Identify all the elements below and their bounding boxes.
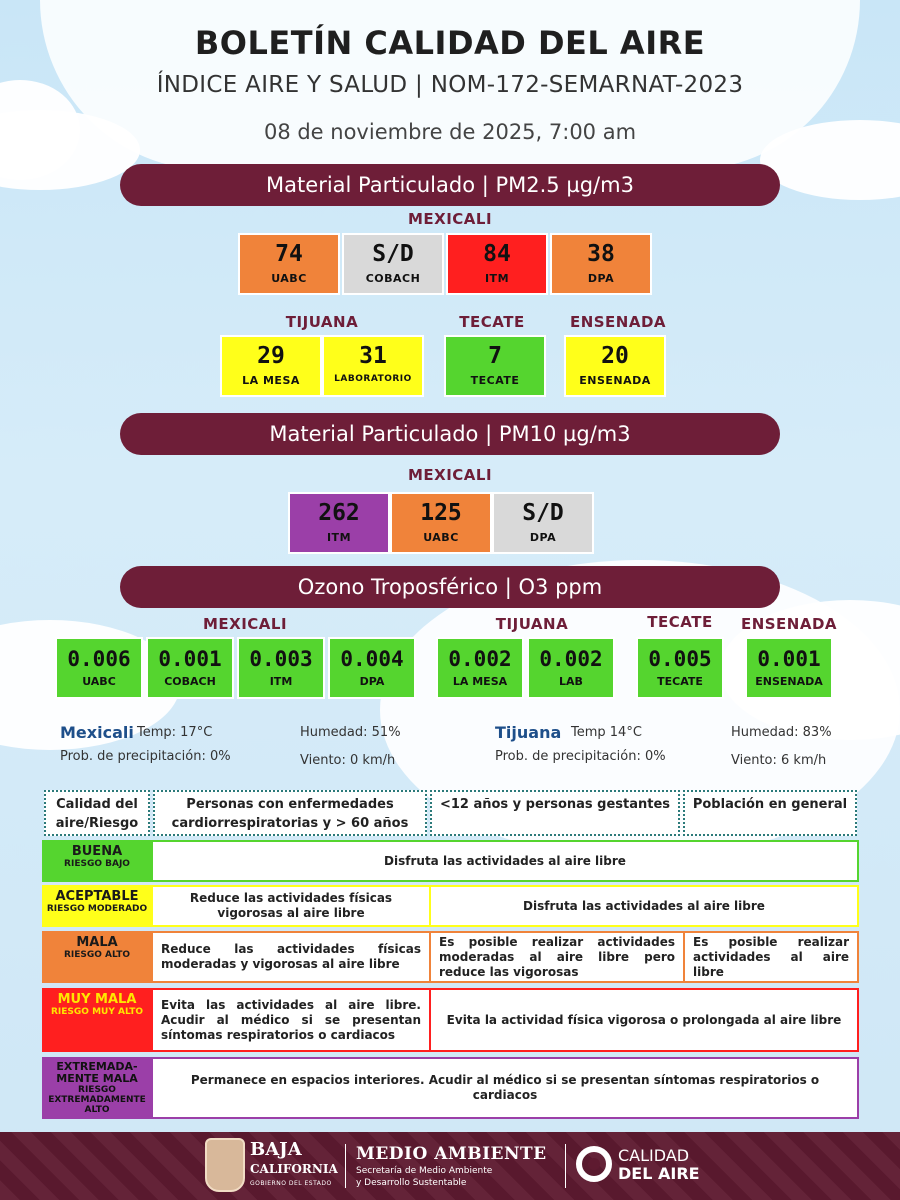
pm25-ensenada-label: ENSENADA bbox=[569, 313, 667, 331]
station-value: 0.003 bbox=[249, 647, 313, 671]
station-value: S/D bbox=[522, 500, 564, 526]
risk-recommendation: Evita las actividades al aire libre. Acudir al médico si se presentan síntomas respiratorios o cardiacos bbox=[153, 990, 429, 1050]
station-tile bbox=[146, 637, 234, 699]
station-label: COBACH bbox=[365, 272, 421, 285]
o3-tecate-label: TECATE bbox=[647, 613, 713, 631]
risk-recommendation: Es posible realizar actividades moderadas al aire libre pero reduce las vigorosas bbox=[431, 933, 683, 981]
risk-level-name: MALA bbox=[76, 935, 118, 950]
risk-level-description: RIESGO EXTREMADAMENTE ALTO bbox=[48, 1085, 146, 1115]
station-label: LAB bbox=[559, 675, 583, 688]
risk-level-description: RIESGO MODERADO bbox=[46, 904, 148, 914]
station-tile bbox=[238, 233, 340, 295]
risk-level-name: EXTREMADA-MENTE MALA bbox=[56, 1060, 138, 1085]
o3-mexicali-label: MEXICALI bbox=[202, 615, 288, 633]
station-tile bbox=[237, 637, 325, 699]
risk-recommendation: Es posible realizar actividades al aire libre bbox=[685, 933, 857, 981]
station-tile bbox=[288, 492, 390, 554]
footer-program-line2: DEL AIRE bbox=[618, 1164, 700, 1183]
station-value: 20 bbox=[601, 343, 629, 369]
state-seal-icon bbox=[205, 1138, 245, 1192]
station-label: LABORATORIO bbox=[334, 374, 412, 384]
risk-recommendation: Evita la actividad física vigorosa o prolongada al aire libre bbox=[431, 990, 857, 1050]
station-label: DPA bbox=[359, 675, 385, 688]
risk-level-name: BUENA bbox=[71, 844, 123, 859]
risk-recommendation: Reduce las actividades físicas moderadas y vigorosas al aire libre bbox=[153, 933, 429, 981]
pm25-mexicali-label: MEXICALI bbox=[407, 210, 493, 228]
pm10-mexicali-label: MEXICALI bbox=[407, 466, 493, 484]
pm25-banner: Material Particulado | PM2.5 µg/m3 bbox=[120, 164, 780, 206]
weather-tijuana-temp: Temp 14°C bbox=[571, 725, 642, 740]
station-value: 0.002 bbox=[539, 647, 603, 671]
station-value: 84 bbox=[483, 241, 511, 267]
station-label: ITM bbox=[269, 675, 293, 688]
weather-mexicali-city: Mexicali bbox=[60, 723, 134, 742]
station-label: ENSENADA bbox=[579, 374, 651, 387]
o3-banner: Ozono Troposférico | O3 ppm bbox=[120, 566, 780, 608]
station-label: UABC bbox=[82, 675, 116, 688]
footer-brand-sub: GOBIERNO DEL ESTADO bbox=[250, 1180, 332, 1187]
weather-tijuana-precip: Prob. de precipitación: 0% bbox=[495, 749, 666, 764]
station-label: ENSENADA bbox=[755, 675, 823, 688]
weather-mexicali-temp: Temp: 17°C bbox=[137, 725, 213, 740]
pm10-banner: Material Particulado | PM10 µg/m3 bbox=[120, 413, 780, 455]
station-tile bbox=[390, 492, 492, 554]
station-tile bbox=[55, 637, 143, 699]
footer-divider bbox=[565, 1144, 566, 1188]
station-value: 38 bbox=[587, 241, 615, 267]
pm25-tecate-label: TECATE bbox=[459, 313, 525, 331]
o3-tijuana-label: TIJUANA bbox=[495, 615, 569, 633]
station-tile bbox=[745, 637, 833, 699]
o3-ensenada-label: ENSENADA bbox=[740, 615, 838, 633]
station-value: 0.001 bbox=[757, 647, 821, 671]
station-tile bbox=[220, 335, 322, 397]
table-header-vulnerable: Personas con enfermedades cardiorrespiratorias y > 60 años bbox=[153, 790, 427, 836]
station-label: TECATE bbox=[657, 675, 703, 688]
footer-agency-sub2: y Desarrollo Sustentable bbox=[356, 1178, 467, 1188]
weather-mexicali-wind: Viento: 0 km/h bbox=[300, 753, 396, 768]
risk-level-name: ACEPTABLE bbox=[55, 889, 139, 904]
station-value: 29 bbox=[257, 343, 285, 369]
risk-level-description: RIESGO MUY ALTO bbox=[51, 1007, 143, 1017]
table-header-children: <12 años y personas gestantes bbox=[430, 790, 680, 836]
risk-level bbox=[44, 1061, 150, 1115]
risk-level bbox=[44, 935, 150, 979]
table-header-general: Población en general bbox=[683, 790, 857, 836]
station-label: LA MESA bbox=[452, 675, 508, 688]
footer-brand-line1: BAJA bbox=[250, 1139, 302, 1160]
weather-tijuana-wind: Viento: 6 km/h bbox=[731, 753, 827, 768]
station-value: 125 bbox=[420, 500, 462, 526]
station-tile bbox=[322, 335, 424, 397]
bulletin-title: BOLETÍN CALIDAD DEL AIRE bbox=[194, 24, 706, 62]
station-label: DPA bbox=[529, 531, 557, 544]
station-tile bbox=[446, 233, 548, 295]
station-value: 74 bbox=[275, 241, 303, 267]
risk-level-name: MUY MALA bbox=[57, 992, 137, 1007]
station-value: 0.006 bbox=[67, 647, 131, 671]
station-value: 7 bbox=[488, 343, 502, 369]
station-tile bbox=[444, 335, 546, 397]
station-value: 0.001 bbox=[158, 647, 222, 671]
footer-divider bbox=[345, 1144, 346, 1188]
risk-level bbox=[44, 844, 150, 878]
weather-mexicali-humidity: Humedad: 51% bbox=[300, 725, 401, 740]
risk-recommendation: Permanece en espacios interiores. Acudir al médico si se presentan síntomas respiratorios o cardiacos bbox=[153, 1059, 857, 1117]
weather-tijuana-humidity: Humedad: 83% bbox=[731, 725, 832, 740]
risk-level-description: RIESGO BAJO bbox=[64, 859, 130, 869]
bulletin-subtitle: ÍNDICE AIRE Y SALUD | NOM-172-SEMARNAT-2023 bbox=[156, 72, 744, 98]
station-tile bbox=[342, 233, 444, 295]
station-value: 262 bbox=[318, 500, 360, 526]
station-value: 0.005 bbox=[648, 647, 712, 671]
footer-program-line1: CALIDAD bbox=[618, 1146, 690, 1165]
station-label: LA MESA bbox=[242, 374, 300, 387]
station-value: 0.004 bbox=[340, 647, 404, 671]
station-tile bbox=[527, 637, 615, 699]
station-tile bbox=[328, 637, 416, 699]
weather-tijuana-city: Tijuana bbox=[495, 723, 562, 742]
risk-recommendation: Disfruta las actividades al aire libre bbox=[153, 842, 857, 880]
risk-level bbox=[44, 889, 150, 923]
station-tile bbox=[564, 335, 666, 397]
station-label: ITM bbox=[484, 272, 510, 285]
station-label: TECATE bbox=[470, 374, 520, 387]
footer-agency: MEDIO AMBIENTE bbox=[356, 1144, 547, 1164]
station-value: 31 bbox=[359, 343, 387, 369]
risk-level bbox=[44, 992, 150, 1048]
station-tile bbox=[492, 492, 594, 554]
risk-recommendation: Reduce las actividades físicas vigorosas al aire libre bbox=[153, 887, 429, 925]
station-value: 0.002 bbox=[448, 647, 512, 671]
station-label: UABC bbox=[271, 272, 307, 285]
station-label: ITM bbox=[326, 531, 352, 544]
footer-brand-line2: CALIFORNIA bbox=[250, 1162, 338, 1176]
air-quality-logo-icon bbox=[576, 1146, 612, 1182]
risk-recommendation: Disfruta las actividades al aire libre bbox=[431, 887, 857, 925]
station-tile bbox=[550, 233, 652, 295]
station-label: UABC bbox=[423, 531, 459, 544]
station-label: COBACH bbox=[164, 675, 216, 688]
risk-level-description: RIESGO ALTO bbox=[63, 950, 131, 960]
footer-agency-sub1: Secretaría de Medio Ambiente bbox=[356, 1166, 493, 1176]
station-label: DPA bbox=[587, 272, 615, 285]
pm25-tijuana-label: TIJUANA bbox=[285, 313, 359, 331]
station-tile bbox=[636, 637, 724, 699]
table-header-risk: Calidad del aire/Riesgo bbox=[44, 790, 150, 836]
weather-mexicali-precip: Prob. de precipitación: 0% bbox=[60, 749, 231, 764]
bulletin-date: 08 de noviembre de 2025, 7:00 am bbox=[263, 120, 637, 144]
station-tile bbox=[436, 637, 524, 699]
station-value: S/D bbox=[372, 241, 414, 267]
